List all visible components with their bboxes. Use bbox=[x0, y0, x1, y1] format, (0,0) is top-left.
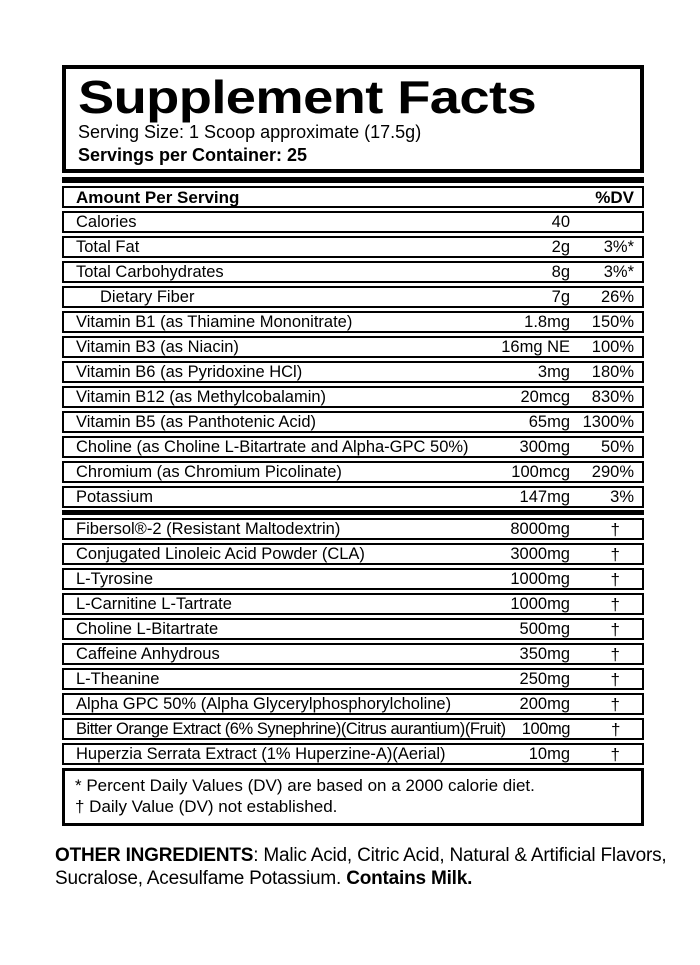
section-divider-bar bbox=[62, 177, 644, 183]
table-row bbox=[62, 568, 644, 590]
table-row bbox=[62, 618, 644, 640]
row-daily-value: † bbox=[610, 669, 620, 689]
row-daily-value: † bbox=[610, 644, 620, 664]
table-header-row bbox=[62, 186, 644, 208]
column-header-dv: %DV bbox=[595, 187, 634, 207]
row-ingredient-name: Total Carbohydrates bbox=[76, 262, 224, 281]
table-row bbox=[62, 461, 644, 483]
row-ingredient-name: Calories bbox=[76, 212, 137, 231]
row-daily-value: 180% bbox=[591, 362, 634, 381]
row-ingredient-name: Vitamin B12 (as Methylcobalamin) bbox=[76, 387, 327, 406]
table-row bbox=[62, 361, 644, 383]
row-ingredient-name: Vitamin B1 (as Thiamine Mononitrate) bbox=[76, 312, 353, 331]
section-divider-bar bbox=[62, 510, 644, 515]
row-ingredient-name: Potassium bbox=[76, 487, 154, 506]
row-ingredient-name: Chromium (as Chromium Picolinate) bbox=[76, 462, 342, 481]
row-daily-value: † bbox=[610, 744, 620, 764]
row-amount: 1000mg bbox=[510, 569, 570, 588]
row-amount: 3mg bbox=[537, 362, 570, 381]
row-ingredient-name: L-Tyrosine bbox=[76, 569, 154, 588]
row-daily-value: † bbox=[610, 619, 620, 639]
row-daily-value: † bbox=[610, 569, 620, 589]
table-row bbox=[62, 411, 644, 433]
table-row bbox=[62, 261, 644, 283]
row-amount: 40 bbox=[551, 212, 570, 231]
supplement-facts-label bbox=[62, 65, 644, 826]
table-row bbox=[62, 668, 644, 690]
other-ingredients-list: : Malic Acid, Citric Acid, Natural & Artificial Flavors, Sucralose, Acesulfame Potassium. bbox=[55, 845, 667, 889]
serving-size: Serving Size: 1 Scoop approximate (17.5g) bbox=[78, 122, 422, 142]
row-ingredient-name: Dietary Fiber bbox=[100, 287, 195, 306]
footnote-asterisk: * Percent Daily Values (DV) are based on a 2000 calorie diet. bbox=[75, 776, 535, 795]
row-amount: 2g bbox=[551, 237, 570, 256]
row-daily-value: 1300% bbox=[582, 412, 634, 431]
row-daily-value: 290% bbox=[591, 462, 634, 481]
row-daily-value: 3%* bbox=[603, 237, 634, 256]
row-daily-value: 3% bbox=[610, 487, 634, 506]
table-row bbox=[62, 486, 644, 508]
contains-allergen: Contains Milk. bbox=[346, 868, 473, 889]
row-ingredient-name: Fibersol®-2 (Resistant Maltodextrin) bbox=[76, 519, 341, 538]
table-row bbox=[62, 718, 644, 740]
row-amount: 16mg NE bbox=[501, 337, 570, 356]
page-title: Supplement Facts bbox=[78, 71, 537, 123]
column-header-amount-per-serving: Amount Per Serving bbox=[76, 187, 240, 207]
row-daily-value: † bbox=[610, 544, 620, 564]
servings-per-container: Servings per Container: 25 bbox=[78, 145, 308, 165]
row-amount: 1.8mg bbox=[524, 312, 570, 331]
facts-table-body bbox=[62, 211, 644, 765]
row-ingredient-name: L-Carnitine L-Tartrate bbox=[76, 594, 232, 613]
row-daily-value: † bbox=[610, 519, 620, 539]
row-ingredient-name: Bitter Orange Extract (6% Synephrine)(Citrus aurantium)(Fruit) bbox=[76, 719, 506, 738]
row-ingredient-name: Vitamin B6 (as Pyridoxine HCl) bbox=[76, 362, 303, 381]
row-daily-value: 50% bbox=[600, 437, 634, 456]
row-ingredient-name: Choline L-Bitartrate bbox=[76, 619, 219, 638]
row-amount: 350mg bbox=[519, 644, 570, 663]
table-row bbox=[62, 286, 644, 308]
table-row bbox=[62, 386, 644, 408]
row-amount: 65mg bbox=[528, 412, 570, 431]
row-ingredient-name: Conjugated Linoleic Acid Powder (CLA) bbox=[76, 544, 365, 563]
row-amount: 20mcg bbox=[520, 387, 570, 406]
row-amount: 500mg bbox=[519, 619, 570, 638]
footnote-dagger: † Daily Value (DV) not established. bbox=[75, 797, 338, 816]
row-daily-value: † bbox=[610, 694, 620, 714]
row-amount: 250mg bbox=[519, 669, 570, 688]
table-row bbox=[62, 211, 644, 233]
row-ingredient-name: Huperzia Serrata Extract (1% Huperzine-A)(Aerial) bbox=[76, 744, 446, 763]
row-daily-value: 3%* bbox=[603, 262, 634, 281]
other-ingredients bbox=[55, 844, 670, 890]
table-row bbox=[62, 743, 644, 765]
table-row bbox=[62, 311, 644, 333]
row-amount: 1000mg bbox=[510, 594, 570, 613]
label-header-box bbox=[62, 65, 644, 173]
row-ingredient-name: L-Theanine bbox=[76, 669, 160, 688]
row-ingredient-name: Total Fat bbox=[76, 237, 140, 256]
table-row bbox=[62, 643, 644, 665]
row-amount: 147mg bbox=[519, 487, 570, 506]
row-ingredient-name: Choline (as Choline L-Bitartrate and Alpha-GPC 50%) bbox=[76, 437, 469, 456]
other-ingredients-label: OTHER INGREDIENTS bbox=[55, 845, 254, 866]
row-daily-value: † bbox=[610, 594, 620, 614]
row-amount: 8g bbox=[551, 262, 570, 281]
row-daily-value: 26% bbox=[600, 287, 634, 306]
row-ingredient-name: Alpha GPC 50% (Alpha Glycerylphosphorylcholine) bbox=[76, 694, 452, 713]
row-amount: 200mg bbox=[519, 694, 570, 713]
table-row bbox=[62, 693, 644, 715]
table-row bbox=[62, 593, 644, 615]
footnotes-box bbox=[62, 768, 644, 826]
row-ingredient-name: Caffeine Anhydrous bbox=[76, 644, 220, 663]
row-amount: 300mg bbox=[519, 437, 570, 456]
table-row bbox=[62, 436, 644, 458]
row-amount: 10mg bbox=[528, 744, 570, 763]
row-amount: 100mcg bbox=[511, 462, 570, 481]
table-row bbox=[62, 336, 644, 358]
row-amount: 7g bbox=[551, 287, 570, 306]
row-amount: 8000mg bbox=[510, 519, 570, 538]
row-amount: 3000mg bbox=[510, 544, 570, 563]
row-daily-value: † bbox=[610, 719, 620, 739]
row-daily-value: 100% bbox=[591, 337, 634, 356]
row-daily-value: 830% bbox=[591, 387, 634, 406]
table-row bbox=[62, 518, 644, 540]
row-amount: 100mg bbox=[521, 719, 570, 738]
row-ingredient-name: Vitamin B3 (as Niacin) bbox=[76, 337, 239, 356]
row-daily-value: 150% bbox=[591, 312, 634, 331]
table-row bbox=[62, 543, 644, 565]
row-ingredient-name: Vitamin B5 (as Panthotenic Acid) bbox=[76, 412, 316, 431]
table-row bbox=[62, 236, 644, 258]
